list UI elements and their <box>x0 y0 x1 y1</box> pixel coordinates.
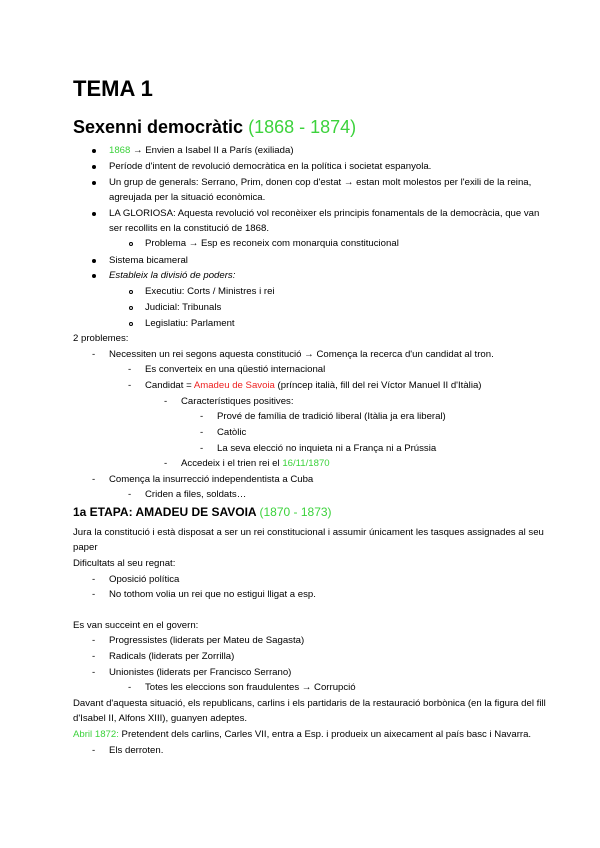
paragraph-text: Pretendent dels carlins, Carles VII, entra a Esp. i produeix un aixecament al país basc i Navarra. <box>118 729 532 740</box>
sub-bullet-icon <box>129 290 133 294</box>
paragraph-line: paper <box>73 542 98 553</box>
list-item-line: ser recollits en la constitució de 1868. <box>109 223 269 234</box>
list-item: Radicals (liderats per Zorrilla) <box>109 651 235 662</box>
list-item-text: → Envien a Isabel II a París (exiliada) <box>130 145 294 156</box>
sub-sub-list-item: Característiques positives: <box>181 396 294 407</box>
list-item-line: Un grup de generals: Serrano, Prim, donen cop d'estat → estan molt molestos per l'exili de la reina, <box>109 177 532 188</box>
dash-icon: - <box>92 589 96 600</box>
accession-text: Accedeix i el trien rei el <box>181 458 283 469</box>
list-item: Unionistes (liderats per Francisco Serrano) <box>109 667 292 678</box>
bullet-icon <box>92 212 96 216</box>
sub-bullet-icon <box>129 306 133 310</box>
sub-bullet-icon <box>129 322 133 326</box>
date-highlight: 1868 <box>109 145 131 156</box>
dash-icon: - <box>92 651 96 662</box>
sub-list-item: Totes les eleccions son fraudulentes → Corrupció <box>145 682 356 693</box>
sub-bullet-icon <box>129 242 133 246</box>
list-item: Període d'intent de revolució democràtica en la política i societat espanyola. <box>109 161 432 172</box>
list-item: Necessiten un rei segons aquesta constitució → Comença la recerca d'un candidat al tron. <box>109 349 494 360</box>
paragraph-line <box>73 729 531 741</box>
dash-icon: - <box>128 380 132 391</box>
paragraph-line: d'Isabel II, Alfons XIII), guanyen adeptes. <box>73 713 248 724</box>
sub-sub-list-item <box>181 458 330 470</box>
bullet-icon <box>92 259 96 263</box>
dash-icon: - <box>92 349 96 360</box>
section-heading-sexenni <box>73 116 356 138</box>
list-item-line: agreujada per la situació econòmica. <box>109 192 266 203</box>
section-heading-years: (1870 - 1873) <box>259 505 332 519</box>
sub-list-item: Es converteix en una qüestió internacional <box>145 364 326 375</box>
list-item-line: LA GLORIOSA: Aquesta revolució vol reconèixer els principis fonamentals de la democràcia, que van <box>109 208 540 219</box>
dash-icon: - <box>92 474 96 485</box>
section-heading-text: 1a ETAPA: AMADEU DE SAVOIA <box>73 505 257 519</box>
dash-icon: - <box>200 443 204 454</box>
page-title: TEMA 1 <box>73 76 153 101</box>
government-label: Es van succeint en el govern: <box>73 620 199 631</box>
sub-list-item: Executiu: Corts / Ministres i rei <box>145 286 275 297</box>
dash-icon: - <box>92 745 96 756</box>
section-heading-text: Sexenni democràtic <box>73 117 244 137</box>
date-highlight: Abril 1872: <box>73 729 119 740</box>
dash-icon: - <box>200 411 204 422</box>
list-item: Sistema bicameral <box>109 255 188 266</box>
sub-list-item: Judicial: Tribunals <box>145 302 222 313</box>
dash-icon: - <box>164 396 168 407</box>
sub-list-item <box>145 380 481 392</box>
difficulties-label: Dificultats al seu regnat: <box>73 558 176 569</box>
dash-icon: - <box>92 574 96 585</box>
paragraph-line: Davant d'aquesta situació, els republicans, carlins i els partidaris de la restauració borbònica (en la figura del fill <box>73 698 546 709</box>
list-item <box>109 145 294 157</box>
section-heading-years: (1868 - 1874) <box>248 117 357 137</box>
sub-list-item: Criden a files, soldats… <box>145 489 247 500</box>
list-item: Els derroten. <box>109 745 164 756</box>
list-item: Comença la insurrecció independentista a Cuba <box>109 474 314 485</box>
nested-list-item: Prové de família de tradició liberal (Itàlia ja era liberal) <box>217 411 446 422</box>
dash-icon: - <box>128 489 132 500</box>
dash-icon: - <box>200 427 204 438</box>
list-item: Oposició política <box>109 574 180 585</box>
nested-list-item: Catòlic <box>217 427 247 438</box>
bullet-icon <box>92 149 96 153</box>
candidate-prefix: Candidat = <box>145 380 194 391</box>
dash-icon: - <box>128 364 132 375</box>
paragraph-line: Jura la constitució i està disposat a ser un rei constitucional i assumir únicament les tasques assignades al seu <box>73 527 544 538</box>
candidate-description: (príncep italià, fill del rei Víctor Manuel II d'Itàlia) <box>274 380 482 391</box>
sub-list-item: Problema → Esp es reconeix com monarquia constitucional <box>145 238 399 249</box>
dash-icon: - <box>92 635 96 646</box>
dash-icon: - <box>164 458 168 469</box>
dash-icon: - <box>92 667 96 678</box>
list-item: Progressistes (liderats per Mateu de Sagasta) <box>109 635 305 646</box>
nested-list-item: La seva elecció no inquieta ni a França ni a Prússia <box>217 443 437 454</box>
sub-list-item: Legislatiu: Parlament <box>145 318 235 329</box>
problems-label: 2 problemes: <box>73 333 129 344</box>
section-heading-amadeu <box>73 505 332 520</box>
list-item: No tothom volia un rei que no estigui lligat a esp. <box>109 589 316 600</box>
list-item: Estableix la divisió de poders: <box>109 270 236 281</box>
candidate-name: Amadeu de Savoia <box>193 380 275 391</box>
dash-icon: - <box>128 682 132 693</box>
date-highlight: 16/11/1870 <box>282 458 330 469</box>
bullet-icon <box>92 165 96 169</box>
bullet-icon <box>92 181 96 185</box>
bullet-icon <box>92 274 96 278</box>
